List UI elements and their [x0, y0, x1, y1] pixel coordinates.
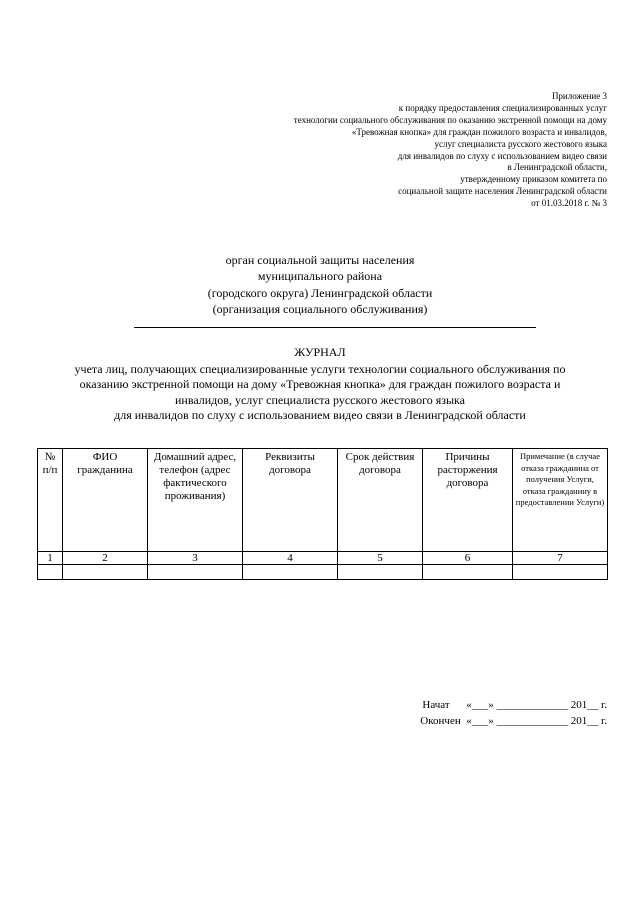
journal-subtitle-line: инвалидов, услуг специалиста русского жестового языка — [174, 392, 465, 407]
number-cell: 1 — [38, 552, 63, 565]
number-cell: 5 — [338, 552, 423, 565]
dates-block — [420, 697, 607, 729]
appendix-line: услуг специалиста русского жестового языка — [434, 138, 607, 149]
table-header-row — [38, 449, 608, 552]
appendix-line: для инвалидов по слуху с использованием видео связи — [397, 150, 607, 161]
authority-line-text: муниципального района — [257, 269, 383, 284]
authority-line-text: (городского округа) Ленинградской области — [207, 285, 433, 300]
empty-cell — [63, 565, 148, 580]
start-date-row — [420, 697, 607, 713]
header-cell-note: Примечание (в случае отказа гражданина от получения Услуги, отказа гражданину в предоставлении Услуги) — [513, 449, 608, 552]
end-date-blank: «___» _____________ 201__ г. — [466, 715, 607, 727]
journal-subtitle-line: оказанию экстренной помощи на дому «Тревожная кнопка» для граждан пожилого возраста и — [79, 377, 561, 391]
journal-title: ЖУРНАЛ — [294, 345, 346, 359]
empty-cell — [148, 565, 243, 580]
appendix-line: «Тревожная кнопка» для граждан пожилого возраста и инвалидов, — [351, 126, 607, 137]
start-date-blank: «___» _____________ 201__ г. — [466, 699, 607, 711]
authority-line-text: (организация социального обслуживания) — [212, 302, 428, 317]
number-cell: 2 — [63, 552, 148, 565]
start-label: Начат — [422, 699, 450, 711]
end-label: Окончен — [420, 715, 461, 727]
appendix-line: утвержденному приказом комитета по — [460, 174, 607, 185]
header-cell-number: № п/п — [38, 449, 63, 552]
appendix-line: социальной защите населения Ленинградской области — [398, 186, 607, 197]
table-number-row — [38, 552, 608, 565]
authority-line-text: орган социальной защиты населения — [225, 253, 415, 267]
empty-cell — [423, 565, 513, 580]
appendix-block — [187, 91, 607, 210]
authority-block — [120, 252, 520, 318]
header-cell-term: Срок действия договора — [338, 449, 423, 552]
number-cell: 7 — [513, 552, 608, 565]
number-cell: 6 — [423, 552, 513, 565]
empty-cell — [243, 565, 338, 580]
number-cell: 3 — [148, 552, 243, 565]
journal-heading — [60, 345, 580, 424]
appendix-line: Приложение 3 — [551, 91, 607, 101]
empty-cell — [513, 565, 608, 580]
appendix-line: технологии социального обслуживания по оказанию экстренной помощи на дому — [293, 114, 607, 125]
journal-subtitle-line: для инвалидов по слуху с использованием видео связи в Ленинградской области — [114, 408, 526, 422]
header-cell-address: Домашний адрес, телефон (адрес фактического проживания) — [148, 449, 243, 552]
journal-subtitle-line: учета лиц, получающих специализированные услуги технологии социального обслуживания по — [74, 361, 566, 376]
table-row — [38, 565, 608, 580]
number-cell: 4 — [243, 552, 338, 565]
header-cell-name: ФИО гражданина — [63, 449, 148, 552]
empty-cell — [38, 565, 63, 580]
empty-cell — [338, 565, 423, 580]
appendix-line: к порядку предоставления специализированных услуг — [398, 102, 607, 113]
divider-line — [134, 327, 536, 328]
appendix-line: от 01.03.2018 г. № 3 — [531, 198, 607, 209]
journal-table — [37, 448, 608, 580]
end-date-row — [420, 713, 607, 729]
header-cell-termination: Причины расторжения договора — [423, 449, 513, 552]
header-cell-contract: Реквизиты договора — [243, 449, 338, 552]
appendix-line: в Ленинградской области, — [507, 162, 607, 173]
